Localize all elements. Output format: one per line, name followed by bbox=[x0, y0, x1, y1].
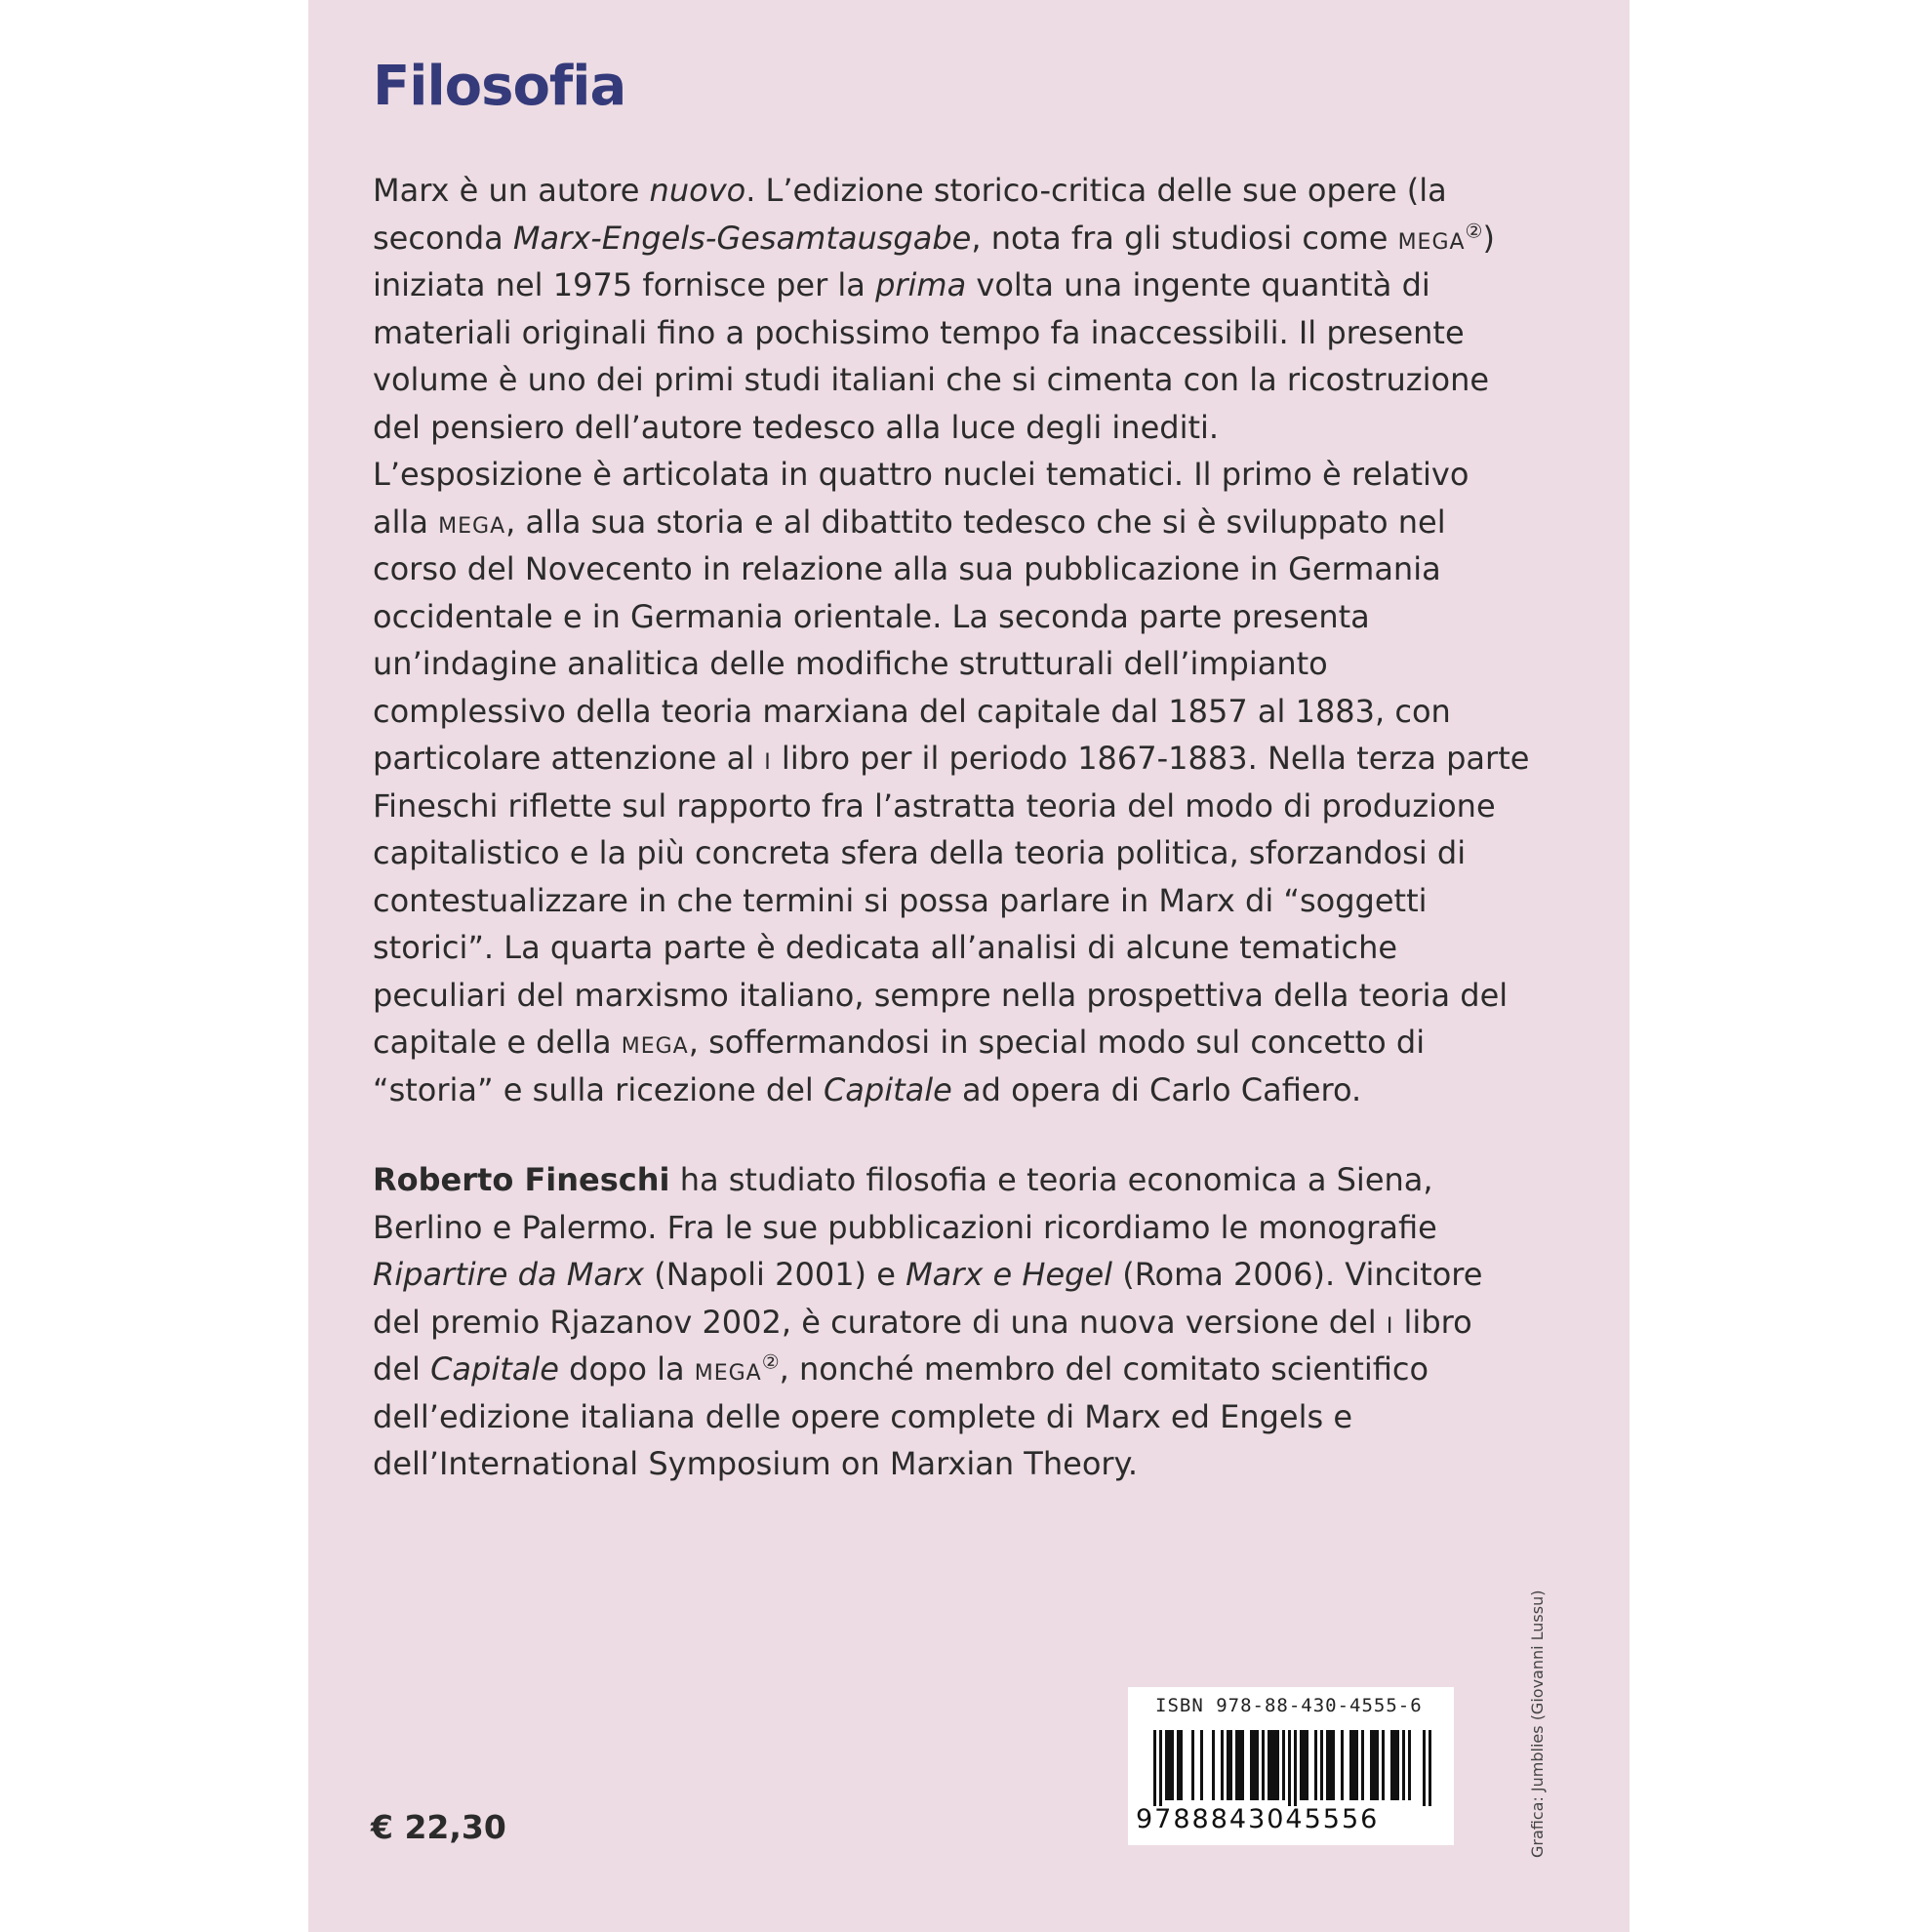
description-line: peculiari del marxismo italiano, sempre nella prospettiva della teoria del bbox=[373, 976, 1509, 1014]
design-credit: Grafica: Jumblies (Giovanni Lussu) bbox=[1528, 1590, 1547, 1858]
small-caps-run: mega bbox=[621, 1024, 689, 1061]
text-run: “storia” e sulla ricezione del bbox=[373, 1070, 824, 1108]
barcode-bar bbox=[1294, 1730, 1297, 1806]
small-caps-run: i bbox=[1386, 1303, 1394, 1341]
superscript-mark: ② bbox=[761, 1349, 780, 1374]
author-bio bbox=[373, 1156, 1505, 1488]
text-run: particolare attenzione al bbox=[373, 740, 765, 777]
barcode-bar bbox=[1273, 1730, 1276, 1800]
description-line: occidentale e in Germania orientale. La seconda parte presenta bbox=[373, 597, 1370, 635]
barcode-bar bbox=[1329, 1730, 1332, 1800]
barcode-bar bbox=[1262, 1730, 1265, 1800]
description-line: Fineschi riflette sul rapporto fra l’astratta teoria del modo di produzione bbox=[373, 786, 1496, 825]
description-line: storici”. La quarta parte è dedicata all’analisi di alcune tematiche bbox=[373, 929, 1398, 966]
description-line bbox=[373, 167, 1505, 215]
barcode-bar bbox=[1191, 1730, 1194, 1800]
text-run: Marx è un autore bbox=[373, 172, 650, 209]
barcode-bar bbox=[1288, 1730, 1291, 1806]
barcode-bar bbox=[1349, 1730, 1352, 1800]
bio-line: dell’edizione italiana delle opere complete di Marx ed Engels e bbox=[373, 1397, 1353, 1435]
bio-line: dell’International Symposium on Marxian Theory. bbox=[373, 1445, 1139, 1482]
italic-run: Ripartire da Marx bbox=[373, 1256, 645, 1293]
barcode-bar bbox=[1229, 1730, 1232, 1800]
text-run: del premio Rjazanov 2002, è curatore di una nuova versione del bbox=[373, 1303, 1387, 1341]
description-line bbox=[373, 262, 1505, 309]
barcode-bar bbox=[1376, 1730, 1379, 1800]
description-line: del pensiero dell’autore tedesco alla luce degli inediti. bbox=[373, 408, 1220, 446]
barcode-bar bbox=[1235, 1730, 1238, 1800]
bio-line bbox=[373, 1346, 1505, 1393]
text-run: (Roma 2006). Vincitore bbox=[1112, 1256, 1483, 1293]
barcode-bar bbox=[1370, 1730, 1373, 1800]
description-line: L’esposizione è articolata in quattro nuclei tematici. Il primo è relativo bbox=[373, 456, 1469, 493]
barcode-bar bbox=[1241, 1730, 1244, 1800]
text-run: ha studiato filosofia e teoria economica a Siena, bbox=[669, 1161, 1433, 1198]
barcode-bar bbox=[1300, 1730, 1303, 1800]
barcode-bar bbox=[1423, 1730, 1426, 1806]
italic-run: Capitale bbox=[823, 1070, 952, 1108]
italic-run: prima bbox=[875, 266, 967, 303]
text-run: , nonché membro del comitato scientifico bbox=[779, 1350, 1429, 1388]
isbn-label: ISBN 978-88-430-4555-6 bbox=[1155, 1695, 1423, 1716]
author-name: Roberto Fineschi bbox=[373, 1161, 670, 1198]
bio-line bbox=[373, 1299, 1505, 1347]
barcode-bar bbox=[1393, 1730, 1396, 1800]
barcode-image bbox=[1147, 1730, 1440, 1806]
barcode-bar bbox=[1276, 1730, 1279, 1800]
text-run: libro bbox=[1393, 1303, 1472, 1341]
barcode-bar bbox=[1373, 1730, 1376, 1800]
barcode-bar bbox=[1361, 1730, 1364, 1800]
barcode-bar bbox=[1429, 1730, 1431, 1806]
barcode-bar bbox=[1352, 1730, 1355, 1800]
text-run: alla bbox=[373, 503, 439, 541]
barcode-bar bbox=[1402, 1730, 1405, 1800]
barcode-bar bbox=[1355, 1730, 1358, 1800]
barcode-bar bbox=[1282, 1730, 1285, 1800]
small-caps-run: mega bbox=[1397, 219, 1466, 257]
barcode-bar bbox=[1250, 1730, 1253, 1800]
price-label: € 22,30 bbox=[371, 1808, 506, 1846]
barcode-bar bbox=[1256, 1730, 1259, 1800]
barcode-bar bbox=[1159, 1730, 1162, 1806]
barcode-bar bbox=[1168, 1730, 1171, 1800]
text-run: capitale e della bbox=[373, 1024, 622, 1061]
text-run: , soffermandosi in special modo sul concetto di bbox=[688, 1024, 1426, 1061]
barcode-bar bbox=[1227, 1730, 1229, 1800]
barcode-bar bbox=[1326, 1730, 1329, 1800]
text-run: del bbox=[373, 1350, 431, 1388]
small-caps-run: i bbox=[764, 740, 772, 777]
description-line bbox=[373, 215, 1505, 262]
text-run: , nota fra gli studiosi come bbox=[971, 219, 1398, 257]
isbn-barcode-box bbox=[1128, 1687, 1454, 1845]
italic-run: Capitale bbox=[430, 1350, 559, 1388]
description-line: contestualizzare in che termini si possa parlare in Marx di “soggetti bbox=[373, 881, 1428, 919]
barcode-bar bbox=[1171, 1730, 1174, 1800]
superscript-mark: ② bbox=[1465, 218, 1483, 242]
barcode-bar bbox=[1303, 1730, 1306, 1800]
description-line: materiali originali fino a pochissimo tempo fa inaccessibili. Il presente bbox=[373, 313, 1465, 351]
barcode-bar bbox=[1253, 1730, 1256, 1800]
italic-run: Marx e Hegel bbox=[906, 1256, 1113, 1293]
ean-number: 9788843045556 bbox=[1136, 1804, 1380, 1834]
barcode-bar bbox=[1320, 1730, 1323, 1800]
barcode-bar bbox=[1212, 1730, 1215, 1800]
barcode-bar bbox=[1221, 1730, 1224, 1800]
description-line bbox=[373, 1019, 1505, 1067]
barcode-bar bbox=[1177, 1730, 1180, 1800]
text-run: volta una ingente quantità di bbox=[966, 266, 1430, 303]
description-line: volume è uno dei primi studi italiani che si cimenta con la ricostruzione bbox=[373, 361, 1490, 398]
barcode-bar bbox=[1200, 1730, 1203, 1800]
small-caps-run: mega bbox=[438, 503, 506, 541]
description-line bbox=[373, 499, 1505, 546]
text-run: libro per il periodo 1867-1883. Nella terza parte bbox=[771, 740, 1530, 777]
category-heading: Filosofia bbox=[373, 55, 626, 118]
text-run: ) bbox=[1482, 219, 1495, 257]
text-run: seconda bbox=[373, 219, 513, 257]
book-description bbox=[373, 167, 1530, 1113]
barcode-bar bbox=[1238, 1730, 1241, 1800]
barcode-bar bbox=[1306, 1730, 1308, 1800]
barcode-bar bbox=[1332, 1730, 1335, 1800]
description-line: un’indagine analitica delle modifiche strutturali dell’impianto bbox=[373, 645, 1328, 682]
italic-run: Marx-Engels-Gesamtausgabe bbox=[512, 219, 972, 257]
barcode-bar bbox=[1270, 1730, 1273, 1800]
barcode-bar bbox=[1408, 1730, 1411, 1800]
barcode-bar bbox=[1268, 1730, 1270, 1800]
barcode-bar bbox=[1390, 1730, 1393, 1800]
bio-line: Berlino e Palermo. Fra le sue pubblicazioni ricordiamo le monografie bbox=[373, 1208, 1437, 1246]
italic-run: nuovo bbox=[649, 172, 746, 209]
barcode-bar bbox=[1341, 1730, 1344, 1800]
text-run: ad opera di Carlo Cafiero. bbox=[951, 1070, 1362, 1108]
barcode-bar bbox=[1382, 1730, 1385, 1800]
barcode-bar bbox=[1153, 1730, 1156, 1806]
barcode-bar bbox=[1314, 1730, 1317, 1800]
text-run: . L’edizione storico-critica delle sue opere (la bbox=[745, 172, 1447, 209]
text-run: iniziata nel 1975 fornisce per la bbox=[373, 266, 876, 303]
bio-line bbox=[373, 1156, 1505, 1204]
text-run: , alla sua storia e al dibattito tedesco che si è sviluppato nel bbox=[505, 503, 1446, 541]
barcode-bar bbox=[1180, 1730, 1183, 1800]
description-line bbox=[373, 1067, 1505, 1114]
description-line bbox=[373, 735, 1530, 783]
barcode-bar bbox=[1396, 1730, 1399, 1800]
small-caps-run: mega bbox=[694, 1350, 762, 1388]
text-run: (Napoli 2001) e bbox=[644, 1256, 906, 1293]
barcode-bar bbox=[1165, 1730, 1168, 1800]
description-line: corso del Novecento in relazione alla sua pubblicazione in Germania bbox=[373, 550, 1441, 587]
description-line: complessivo della teoria marxiana del capitale dal 1857 al 1883, con bbox=[373, 692, 1451, 730]
description-line: capitalistico e la più concreta sfera della teoria politica, sforzandosi di bbox=[373, 834, 1467, 871]
bio-line bbox=[373, 1251, 1505, 1299]
text-run: dopo la bbox=[558, 1350, 695, 1388]
